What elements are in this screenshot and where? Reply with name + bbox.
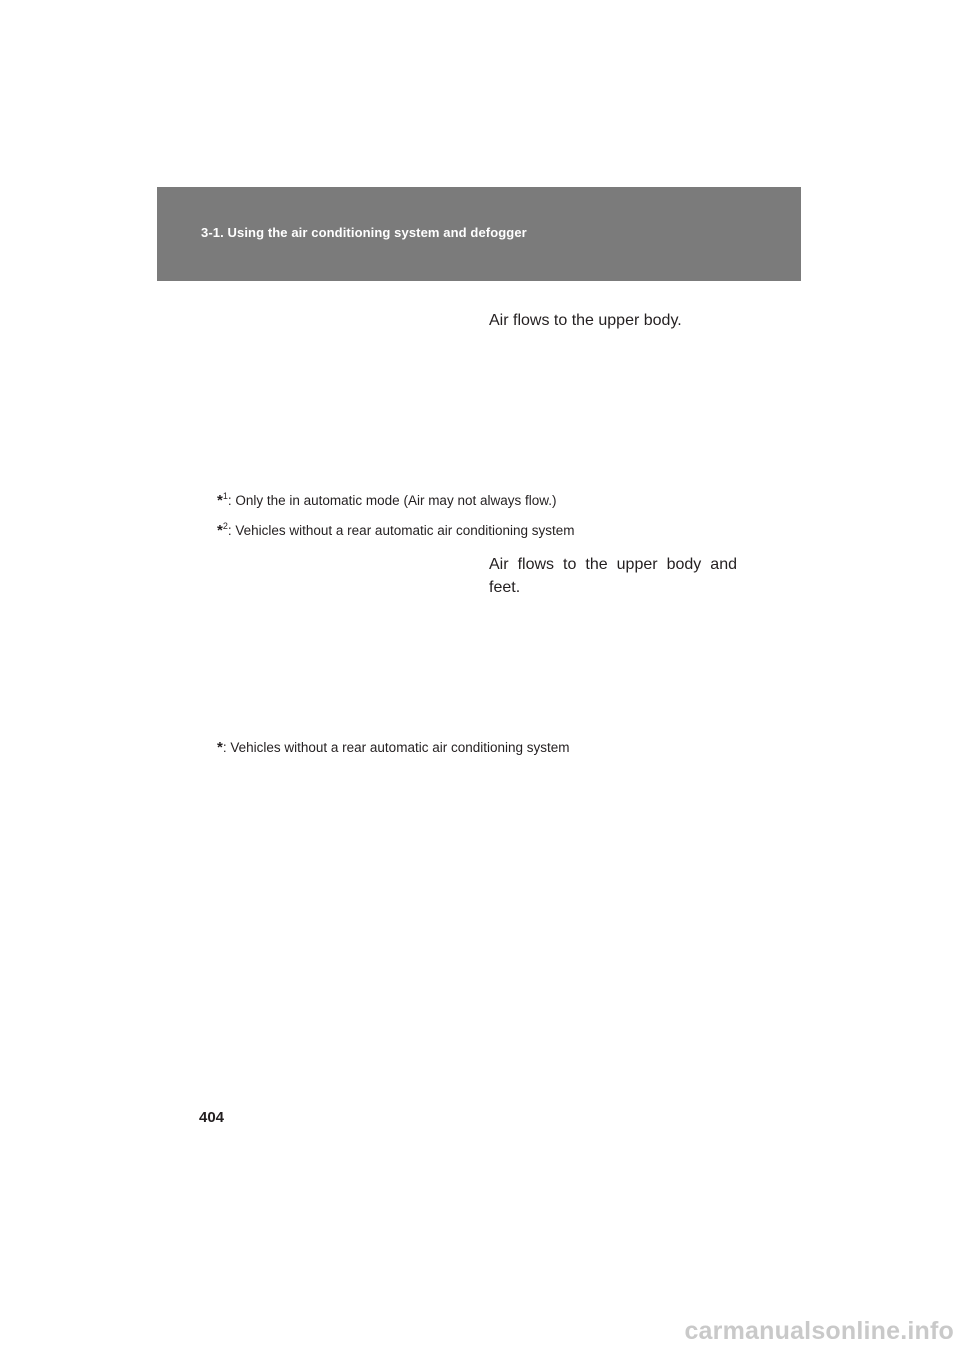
airflow-upper-body-description: Air flows to the upper body. xyxy=(489,312,682,329)
footnote-3-asterisk: * xyxy=(217,739,223,756)
footnote-1 xyxy=(217,492,557,509)
section-title: 3-1. Using the air conditioning system and defogger xyxy=(201,225,527,240)
page-number: 404 xyxy=(199,1109,225,1126)
footnote-2-text: : Vehicles without a rear automatic air conditioning system xyxy=(227,523,575,538)
footnote-1-index: 1 xyxy=(222,491,228,501)
footnote-2-index: 2 xyxy=(222,521,228,531)
footnote-2-asterisk: * xyxy=(217,522,223,539)
footnote-3-text: : Vehicles without a rear automatic air conditioning system xyxy=(222,740,570,755)
footnote-1-asterisk: * xyxy=(217,492,223,509)
section-header-band xyxy=(157,187,801,281)
footnote-1-text: : Only the in automatic mode (Air may not always flow.) xyxy=(227,493,557,508)
footnote-2 xyxy=(217,522,575,539)
watermark: carmanualsonline.info xyxy=(684,1317,954,1345)
footnote-3 xyxy=(217,739,570,756)
airflow-upper-body-feet-description: Air flows to the upper body and feet. xyxy=(489,556,737,596)
